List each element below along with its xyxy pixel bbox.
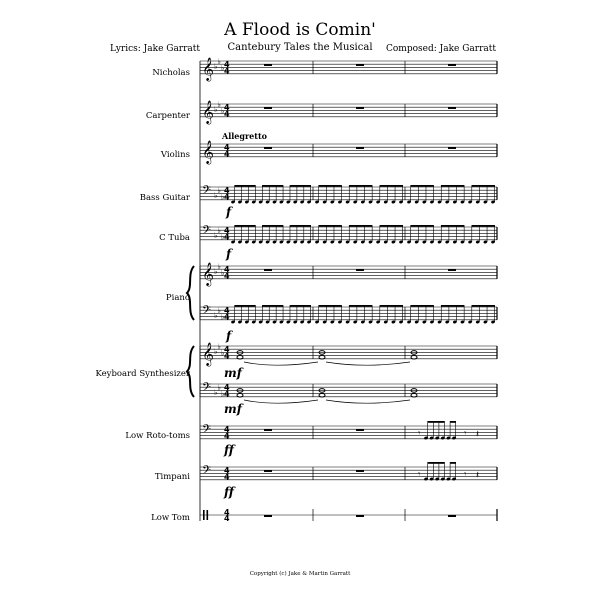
piano-upper-whole-rest [448, 269, 456, 271]
c-tuba-flat-icon: ♭ [220, 232, 225, 242]
synth-lower-time-signature: 4 [224, 383, 230, 393]
carpenter-whole-rest [356, 107, 364, 109]
roto-toms-time-signature: 4 [224, 425, 230, 435]
timpani-whole-rest [356, 470, 364, 472]
carpenter-time-signature: 4 [224, 103, 230, 113]
roto-toms-bass-clef-icon: 𝄢 [202, 423, 212, 439]
timpani-beam [450, 462, 456, 464]
instrument-label-timpani: Timpani [154, 472, 190, 482]
piano-lower-time-signature: 4 [224, 312, 230, 322]
piano-lower-flat-icon: ♭ [217, 306, 221, 316]
nicholas-time-signature: 4 [224, 60, 230, 70]
roto-toms-whole-rest [356, 429, 364, 431]
piano-lower-beam [235, 305, 256, 307]
synth-lower-bass-clef-icon: 𝄢 [202, 381, 212, 397]
roto-toms-eighth-rest: 𝄾 [418, 429, 421, 439]
carpenter-whole-rest [264, 107, 272, 109]
bass-guitar-flat-icon: ♭ [220, 192, 225, 202]
timpani-whole-rest [264, 470, 272, 472]
synth-upper-whole-note [237, 355, 243, 359]
piano-lower-flat-icon: ♭ [220, 312, 225, 322]
piano-lower-beam [472, 305, 495, 307]
synth-upper-time-signature: 4 [224, 345, 230, 355]
bass-guitar-beam [319, 185, 342, 187]
composer-credit: Composed: Jake Garratt [386, 44, 496, 54]
copyright-footer: Copyright (c) Jake & Martin Garratt [249, 571, 351, 577]
piano-lower-time-signature: 4 [224, 306, 230, 316]
synth-upper-flat-icon: ♭ [217, 342, 221, 351]
instrument-label-violins: Violins [160, 150, 190, 160]
nicholas-whole-rest [356, 64, 364, 66]
synth-upper-whole-note [319, 355, 325, 359]
violins-treble-clef-icon: 𝄞 [202, 139, 214, 164]
carpenter-treble-clef-icon: 𝄞 [202, 99, 214, 124]
bass-guitar-bass-clef-icon: 𝄢 [202, 184, 212, 200]
piano-lower-beam [262, 305, 283, 307]
dynamic-piano: f [226, 329, 232, 343]
low-tom-time-signature: 4 [224, 514, 230, 524]
synth-lower-tie [244, 400, 318, 403]
c-tuba-beam [290, 225, 311, 227]
piano-upper-time-signature: 4 [224, 271, 230, 281]
c-tuba-flat-icon: ♭ [217, 226, 221, 236]
synth-lower-flat-icon: ♭ [214, 388, 218, 397]
carpenter-flat-icon: ♭ [214, 104, 218, 114]
roto-toms-whole-rest [264, 429, 272, 431]
synth-upper-tie [244, 362, 318, 365]
bass-guitar-flat-icon: ♭ [214, 191, 218, 200]
nicholas-whole-rest [448, 64, 456, 66]
instrument-label-bass-guitar: Bass Guitar [139, 193, 190, 203]
c-tuba-time-signature: 4 [224, 232, 230, 242]
c-tuba-beam [411, 225, 434, 227]
instrument-label-c-tuba: C Tuba [159, 233, 190, 243]
synth-lower-whole-note [411, 393, 417, 397]
instrument-label-piano: Piano [165, 293, 190, 303]
synth-brace [187, 346, 194, 397]
instrument-label-low-tom: Low Tom [151, 513, 190, 523]
roto-toms-time-signature: 4 [224, 431, 230, 441]
c-tuba-flat-icon: ♭ [214, 231, 218, 240]
roto-toms-beam [428, 421, 445, 423]
low-tom-whole-rest [448, 515, 456, 517]
piano-lower-beam [441, 305, 464, 307]
bass-guitar-beam [411, 185, 434, 187]
violins-time-signature: 4 [224, 149, 230, 159]
timpani-beam [428, 462, 445, 464]
timpani-eighth-rest: 𝄾 [464, 470, 467, 480]
piano-upper-flat-icon: ♭ [214, 266, 218, 276]
bass-guitar-beam [472, 185, 495, 187]
bass-guitar-time-signature: 4 [224, 186, 230, 196]
low-tom-percussion-clef-icon [203, 510, 205, 520]
low-tom-whole-rest [264, 515, 272, 517]
dynamic-timpani: ff [224, 485, 234, 499]
piano-lower-beam [349, 305, 372, 307]
roto-toms-quarter-rest: 𝄽 [476, 429, 480, 440]
low-tom-percussion-clef-icon [207, 510, 209, 520]
timpani-eighth-rest: 𝄾 [418, 470, 421, 480]
synth-lower-whole-note [319, 393, 325, 397]
c-tuba-beam [472, 225, 495, 227]
piano-lower-beam [290, 305, 311, 307]
dynamic-synth-upper: mf [224, 366, 242, 380]
dynamic-tuba: f [226, 247, 232, 261]
bass-guitar-beam [441, 185, 464, 187]
instrument-label-low-roto-toms: Low Roto-toms [125, 431, 190, 441]
nicholas-treble-clef-icon: 𝄞 [202, 56, 214, 81]
c-tuba-beam [235, 225, 256, 227]
roto-toms-eighth-rest: 𝄾 [464, 429, 467, 439]
carpenter-flat-icon: ♭ [217, 100, 221, 109]
timpani-bass-clef-icon: 𝄢 [202, 464, 212, 480]
bass-guitar-beam [290, 185, 311, 187]
c-tuba-beam [349, 225, 372, 227]
carpenter-flat-icon: ♭ [220, 106, 225, 116]
piano-upper-whole-rest [264, 269, 272, 271]
instrument-label-keyboard-synthesizer: Keyboard Synthesizer [95, 369, 190, 379]
piano-upper-time-signature: 4 [224, 265, 230, 275]
synth-lower-flat-icon: ♭ [217, 383, 221, 393]
synth-upper-treble-clef-icon: 𝄞 [202, 341, 214, 366]
piano-upper-treble-clef-icon: 𝄞 [202, 261, 214, 286]
piano-lower-beam [319, 305, 342, 307]
carpenter-whole-rest [448, 107, 456, 109]
dynamic-bass-guitar: f [226, 205, 232, 219]
instrument-label-carpenter: Carpenter [145, 111, 190, 121]
dynamic-roto-toms: ff [224, 443, 234, 457]
carpenter-time-signature: 4 [224, 109, 230, 119]
timpani-time-signature: 4 [224, 466, 230, 476]
tempo-marking: Allegretto [222, 131, 267, 141]
score-subtitle: Cantebury Tales the Musical [227, 42, 373, 53]
dynamic-synth-lower: mf [224, 402, 242, 416]
bass-guitar-beam [349, 185, 372, 187]
piano-lower-beam [411, 305, 434, 307]
nicholas-flat-icon: ♭ [220, 63, 225, 73]
nicholas-flat-icon: ♭ [214, 61, 218, 71]
timpani-time-signature: 4 [224, 472, 230, 482]
bass-guitar-beam [380, 185, 403, 187]
piano-lower-bass-clef-icon: 𝄢 [202, 304, 212, 320]
c-tuba-bass-clef-icon: 𝄢 [202, 224, 212, 240]
synth-lower-time-signature: 4 [224, 389, 230, 399]
synth-lower-whole-note [237, 393, 243, 397]
violins-time-signature: 4 [224, 143, 230, 153]
bass-guitar-beam [235, 185, 256, 187]
synth-upper-flat-icon: ♭ [214, 346, 218, 356]
bass-guitar-time-signature: 4 [224, 192, 230, 202]
roto-toms-beam [450, 421, 456, 423]
piano-brace [187, 266, 194, 320]
synth-upper-flat-icon: ♭ [220, 348, 225, 358]
piano-upper-whole-rest [356, 269, 364, 271]
c-tuba-beam [441, 225, 464, 227]
c-tuba-beam [262, 225, 283, 227]
nicholas-time-signature: 4 [224, 66, 230, 76]
c-tuba-beam [319, 225, 342, 227]
piano-upper-flat-icon: ♭ [217, 262, 221, 271]
synth-upper-whole-note [411, 355, 417, 359]
violins-whole-rest [448, 147, 456, 149]
bass-guitar-flat-icon: ♭ [217, 186, 221, 196]
timpani-quarter-rest: 𝄽 [476, 470, 480, 481]
violins-whole-rest [264, 147, 272, 149]
c-tuba-beam [380, 225, 403, 227]
score-title: A Flood is Comin' [224, 20, 376, 40]
synth-lower-flat-icon: ♭ [220, 389, 225, 399]
synth-lower-tie [326, 400, 410, 403]
piano-upper-flat-icon: ♭ [220, 268, 225, 278]
piano-lower-flat-icon: ♭ [214, 311, 218, 320]
nicholas-flat-icon: ♭ [217, 57, 221, 66]
instrument-label-nicholas: Nicholas [152, 68, 190, 78]
piano-lower-beam [380, 305, 403, 307]
synth-upper-time-signature: 4 [224, 351, 230, 361]
low-tom-whole-rest [356, 515, 364, 517]
synth-upper-tie [326, 362, 410, 365]
bass-guitar-beam [262, 185, 283, 187]
nicholas-whole-rest [264, 64, 272, 66]
low-tom-time-signature: 4 [224, 507, 230, 517]
violins-whole-rest [356, 147, 364, 149]
c-tuba-time-signature: 4 [224, 226, 230, 236]
lyricist-credit: Lyrics: Jake Garratt [110, 44, 201, 54]
